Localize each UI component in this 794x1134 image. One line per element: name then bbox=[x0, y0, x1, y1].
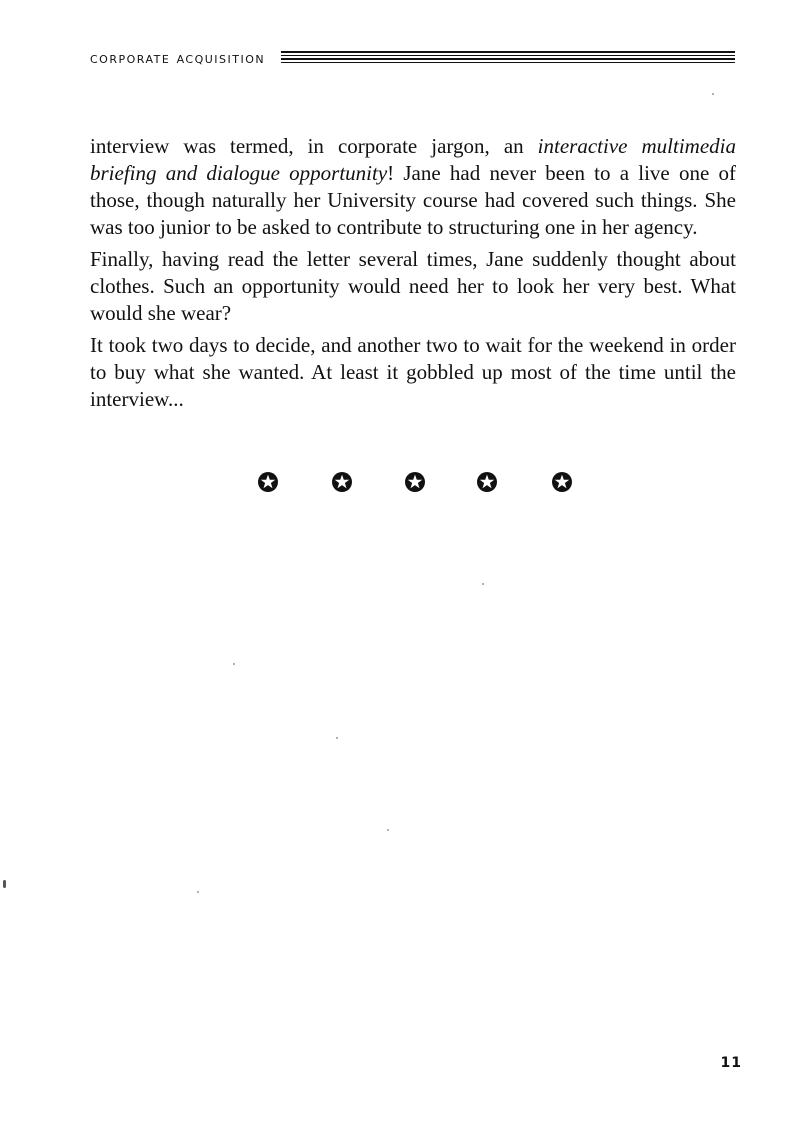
paragraph-1-end: ! Jane had never been to a live one of those, though naturally her University course had covered such things. She was too junior to be asked to contribute to structuring one in her agency. bbox=[90, 161, 736, 239]
scan-speck bbox=[3, 880, 6, 888]
star-in-circle-icon bbox=[331, 471, 353, 493]
section-break-ornaments bbox=[0, 471, 794, 497]
body-text bbox=[90, 133, 736, 418]
scan-speck bbox=[712, 93, 714, 95]
paragraph-2: Finally, having read the letter several times, Jane suddenly thought about clothes. Such an opportunity would need her to look her very best. What would she wear? bbox=[90, 247, 736, 325]
paragraph-3: It took two days to decide, and another two to wait for the weekend in order to buy what she wanted. At least it gobbled up most of the time until the interview... bbox=[90, 333, 736, 411]
star-in-circle-icon bbox=[476, 471, 498, 493]
paragraph-1-italic: interactive multimedia briefing and dialogue opportunity bbox=[90, 134, 736, 185]
scan-speck bbox=[482, 583, 484, 585]
header-rule bbox=[281, 50, 735, 66]
scan-speck bbox=[233, 663, 235, 665]
scan-speck bbox=[336, 737, 338, 739]
paragraph-1-start: interview was termed, in corporate jargon, an bbox=[90, 134, 538, 158]
paragraph-1 bbox=[90, 133, 736, 241]
running-head bbox=[90, 47, 735, 69]
star-in-circle-icon bbox=[551, 471, 573, 493]
scan-speck bbox=[197, 891, 199, 893]
page-number: 11 bbox=[720, 1055, 742, 1071]
running-title: corporate acquisition bbox=[90, 49, 266, 67]
star-in-circle-icon bbox=[257, 471, 279, 493]
star-in-circle-icon bbox=[404, 471, 426, 493]
scan-speck bbox=[387, 829, 389, 831]
